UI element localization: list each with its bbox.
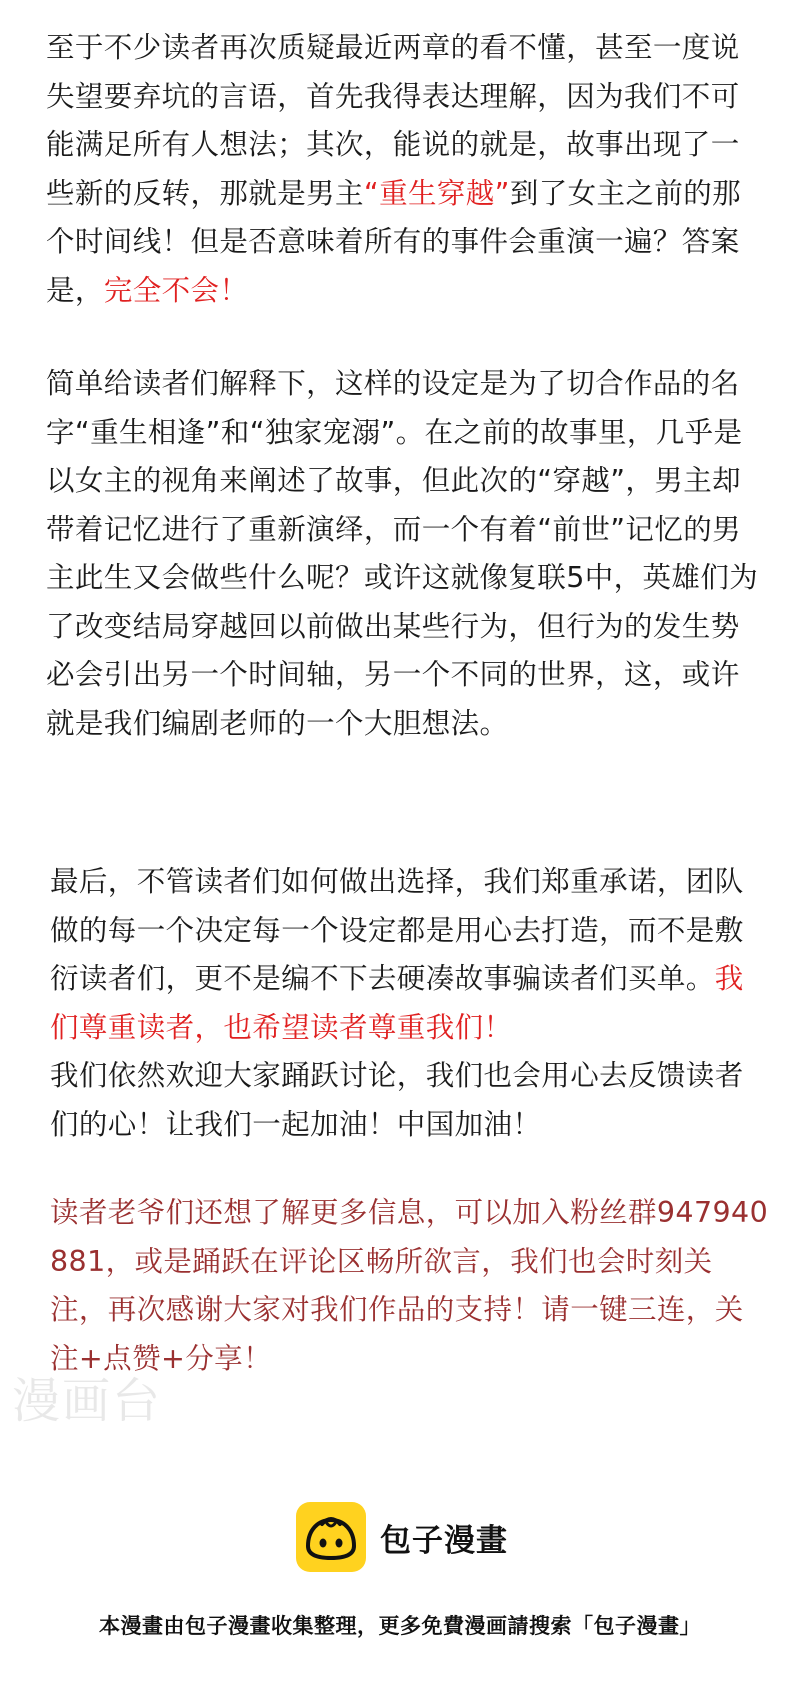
paragraph-4: 读者老爷们还想了解更多信息，可以加入粉丝群947940881，或是踊跃在评论区畅所欲言，我们也会时刻关注，再次感谢大家对我们作品的支持！请一键三连，关注+点赞+分享！	[50, 1196, 769, 1375]
paragraph-3	[50, 858, 770, 1149]
paragraph-1-text-b: 到了女主之前的那个时间线！但是否意味着所有的事件会重演一遍？答案是，	[46, 176, 742, 307]
bun-face-icon	[296, 1502, 366, 1572]
watermark: 漫画台	[12, 1373, 163, 1429]
paragraph-1	[46, 24, 766, 315]
highlight-respect: 我们尊重读者，也希望读者尊重我们！	[50, 962, 744, 1044]
highlight-not-at-all: 完全不会！	[103, 273, 249, 307]
paragraph-1-text-a: 至于不少读者再次质疑最近两章的看不懂，甚至一度说失望要弃坑的言语，首先我得表达理解，因为我们不可能满足所有人想法；其次，能说的就是，故事出现了一些新的反转，那就是男主	[46, 31, 740, 210]
highlight-rebirth: “重生穿越”	[363, 176, 510, 210]
brand-name: 包子漫畫	[380, 1522, 508, 1559]
paragraph-3-text-b: 我们依然欢迎大家踊跃讨论，我们也会用心去反馈读者们的心！让我们一起加油！中国加油！	[50, 1059, 744, 1141]
footer-notice: 本漫畫由包子漫畫收集整理，更多免費漫画請搜索「包子漫畫」	[99, 1614, 701, 1638]
brand	[296, 1502, 508, 1572]
paragraph-2: 简单给读者们解释下，这样的设定是为了切合作品的名字“重生相逢”和“独家宠溺”。在之前的故事里，几乎是以女主的视角来阐述了故事，但此次的“穿越”，男主却带着记忆进行了重新演绎，而一个有着“前世”记忆的男主此生又会做些什么呢？或许这就像复联5中，英雄们为了改变结局穿越回以前做出某些行为，但行为的发生势必会引出另一个时间轴，另一个不同的世界，这，或许就是我们编剧老师的一个大胆想法。	[46, 367, 759, 740]
paragraph-3-text-a: 最后，不管读者们如何做出选择，我们郑重承诺，团队做的每一个决定每一个设定都是用心去打造，而不是敷衍读者们，更不是编不下去硬凑故事骗读者们买单。	[50, 865, 744, 995]
